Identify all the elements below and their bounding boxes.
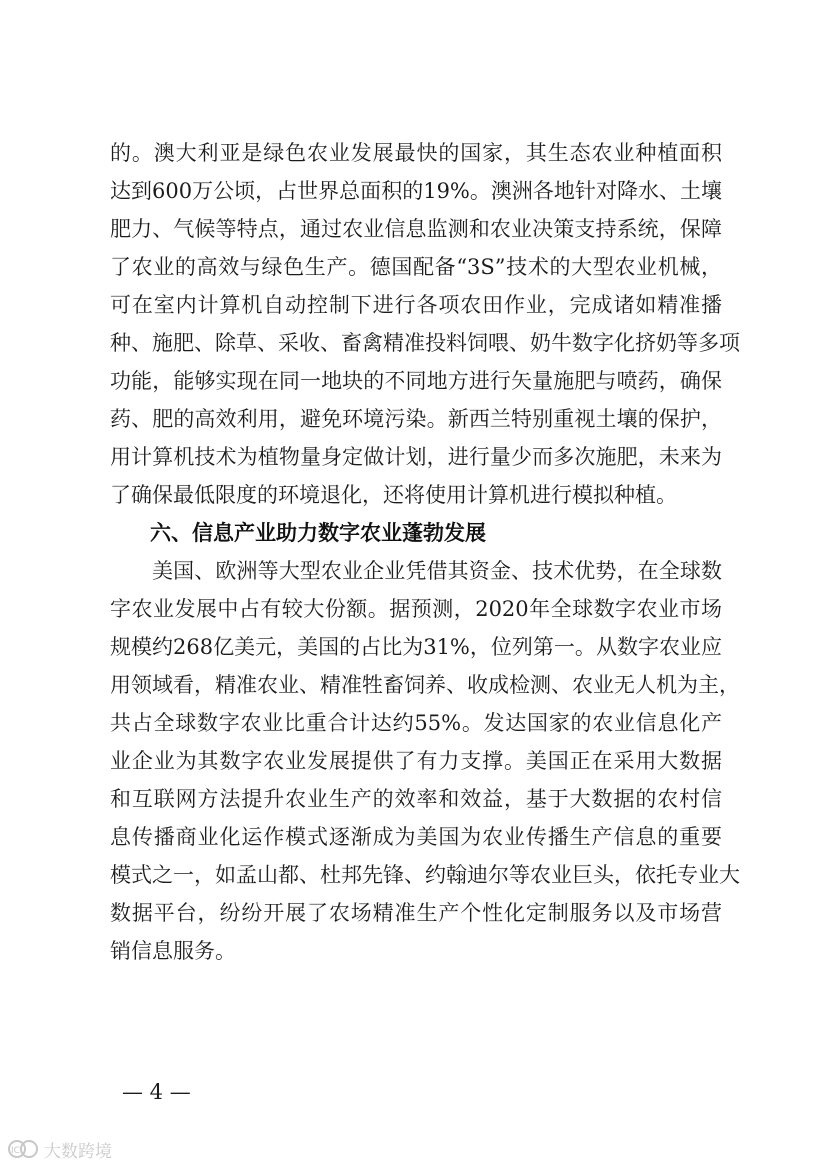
paragraph-2-line: 模式之一，如孟山都、杜邦先锋、约翰迪尔等农业巨头，依托专业大 [110,863,740,887]
paragraph-2-line: 美国、欧洲等大型农业企业凭借其资金、技术优势，在全球数 [152,559,722,583]
paragraph-2-line: 规模约268亿美元，美国的占比为31%，位列第一。从数字农业应 [110,635,722,659]
watermark-logo-text: IC [11,1146,20,1156]
page-number: — 4 — [122,1080,191,1104]
paragraph-2-line: 用领域看，精准农业、精准牲畜饲养、收成检测、农业无人机为主， [110,673,740,697]
body-text [110,134,740,970]
paragraph-2-line: 息传播商业化运作模式逐渐成为美国为农业传播生产信息的重要 [110,825,722,849]
paragraph-1-line: 肥力、气候等特点，通过农业信息监测和农业决策支持系统，保障 [110,217,722,241]
watermark [6,1136,112,1162]
paragraph-1-line: 了确保最低限度的环境退化，还将使用计算机进行模拟种植。 [110,483,677,507]
paragraph-2-line: 共占全球数字农业比重合计达约55%。发达国家的农业信息化产 [110,711,722,735]
section-heading: 六、信息产业助力数字农业蓬勃发展 [150,521,486,545]
paragraph-1-line: 达到600万公顷，占世界总面积的19%。澳洲各地针对降水、土壤 [110,179,722,203]
watermark-text: 大数跨境 [44,1141,112,1162]
paragraph-2-line: 数据平台，纷纷开展了农场精准生产个性化定制服务以及市场营 [110,901,722,925]
paragraph-1-line: 可在室内计算机自动控制下进行各项农田作业，完成诸如精准播 [110,293,722,317]
paragraph-1-line: 种、施肥、除草、采收、畜禽精准投料饲喂、奶牛数字化挤奶等多项 [110,331,740,355]
paragraph-2-line: 业企业为其数字农业发展提供了有力支撑。美国正在采用大数据 [110,749,722,773]
watermark-logo-icon [6,1138,40,1160]
paragraph-1-line: 用计算机技术为植物量身定做计划，进行量少而多次施肥，未来为 [110,445,722,469]
paragraph-2-line: 和互联网方法提升农业生产的效率和效益，基于大数据的农村信 [110,787,722,811]
paragraph-1-line: 功能，能够实现在同一地块的不同地方进行矢量施肥与喷药，确保 [110,369,722,393]
paragraph-1-line: 药、肥的高效利用，避免环境污染。新西兰特别重视土壤的保护， [110,407,722,431]
paragraph-1-line: 的。澳大利亚是绿色农业发展最快的国家，其生态农业种植面积 [110,141,722,165]
paragraph-1-line: 了农业的高效与绿色生产。德国配备“3S”技术的大型农业机械， [110,255,722,279]
paragraph-2-line: 销信息服务。 [110,939,236,963]
paragraph-2-line: 字农业发展中占有较大份额。据预测，2020年全球数字农业市场 [110,597,722,621]
